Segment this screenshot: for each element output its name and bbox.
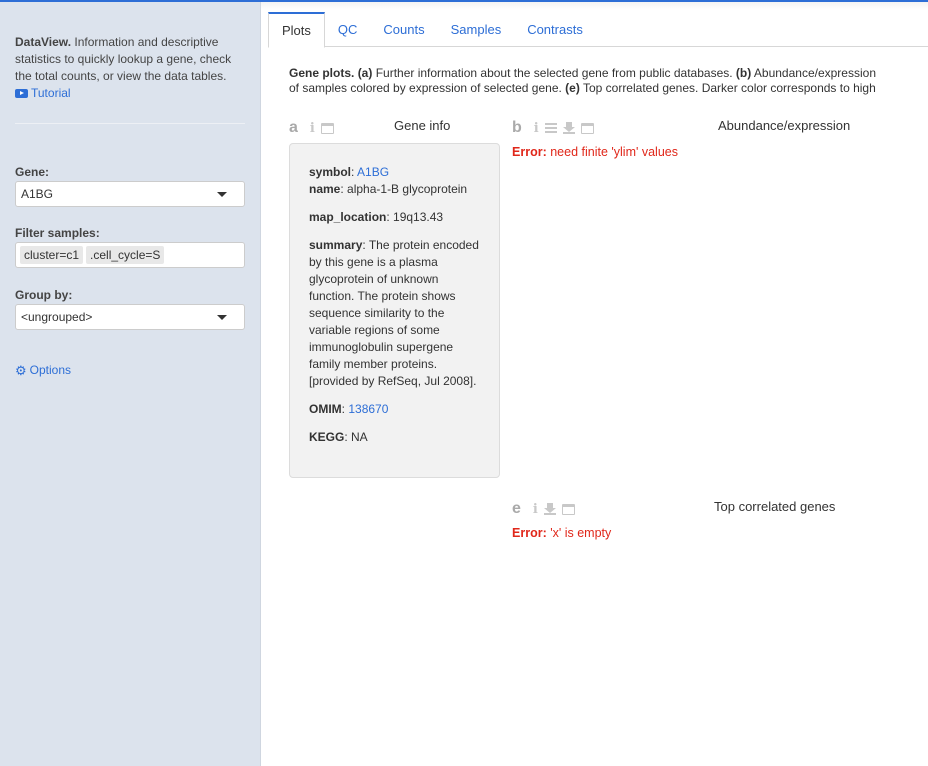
kegg-value: NA [351, 430, 368, 444]
name-label: name [309, 182, 341, 196]
caption-a-text: Further information about the selected gene from public databases. [372, 66, 736, 80]
gene-label: Gene: [15, 165, 50, 179]
summary-value: The protein encoded by this gene is a plasma glycoprotein of unknown function. The protein shows sequence similarity to the variable regions of some immunoglobulin supergene family member proteins. [provided by RefSeq, Jul 2008]. [309, 238, 479, 388]
sidebar-description [15, 34, 245, 103]
chevron-down-icon [217, 315, 227, 320]
caption-line2: of samples colored by expression of selected gene. [289, 81, 566, 95]
chevron-down-icon [217, 192, 227, 197]
panel-e-title: Top correlated genes [714, 499, 836, 514]
caption-b-text: Abundance/expression [751, 66, 876, 80]
sidebar-divider [15, 123, 245, 124]
tab-counts[interactable]: Counts [383, 22, 425, 37]
gene-info-card: symbol: A1BG name: alpha-1-B glycoprotein map_location: 19q13.43 summary: The protein encoded by this gene is a plasma glycoprotein of unknown function. The protein shows sequence similarity to the variable regions of some immunoglobulin supergene family member proteins. [provided by RefSeq, Jul 2008]. OMIM: 138670 KEGG: NA [289, 143, 500, 478]
error-text: need finite 'ylim' values [550, 145, 678, 159]
error-label: Error: [512, 145, 547, 159]
name-value: alpha-1-B glycoprotein [347, 182, 468, 196]
app-description: Information and descriptive statistics to quickly lookup a gene, check the total counts, or view the data tables. [15, 35, 232, 83]
filter-samples-input[interactable] [15, 242, 245, 268]
symbol-link[interactable]: A1BG [357, 165, 390, 179]
top-accent-bar [0, 0, 928, 2]
info-icon[interactable]: i [532, 501, 538, 517]
group-by-select[interactable] [15, 304, 245, 330]
summary-label: summary [309, 238, 363, 252]
gene-select-value: A1BG [21, 187, 54, 201]
download-icon[interactable] [563, 122, 575, 134]
omim-link[interactable]: 138670 [348, 402, 389, 416]
omim-label: OMIM [309, 402, 342, 416]
panel-b-title: Abundance/expression [718, 118, 851, 133]
options-label: Options [29, 363, 72, 377]
caption-b-tag: (b) [735, 66, 752, 80]
panel-e-letter: e [512, 500, 521, 517]
tab-qc[interactable]: QC [337, 22, 358, 37]
menu-icon[interactable] [545, 123, 557, 133]
tutorial-label: Tutorial [31, 86, 71, 100]
panel-a-letter: a [289, 119, 298, 136]
filter-tag[interactable]: cluster=c1 [20, 246, 83, 264]
kegg-label: KEGG [309, 430, 345, 444]
fullscreen-window-icon[interactable] [562, 504, 575, 515]
panel-a-header [289, 119, 340, 137]
map-location-label: map_location [309, 210, 387, 224]
top-shadow [261, 2, 928, 10]
download-icon[interactable] [544, 503, 556, 515]
map-location-value: 19q13.43 [393, 210, 444, 224]
caption-a-tag: (a) [357, 66, 373, 80]
info-icon[interactable]: i [533, 120, 539, 136]
error-text: 'x' is empty [550, 526, 612, 540]
options-link[interactable] [15, 363, 71, 377]
figure-caption [289, 66, 928, 96]
info-icon[interactable]: i [309, 120, 315, 136]
tab-bar [268, 12, 928, 47]
panel-b-error [512, 145, 678, 159]
caption-title: Gene plots. [289, 66, 355, 80]
panel-e-header [512, 500, 581, 518]
caption-e-text: Top correlated genes. Darker color corresponds to high [579, 81, 876, 95]
tab-samples[interactable]: Samples [450, 22, 502, 37]
gear-icon: ⚙ [15, 362, 27, 378]
group-by-label: Group by: [15, 288, 73, 302]
tutorial-link[interactable] [15, 85, 71, 102]
fullscreen-window-icon[interactable] [581, 123, 594, 134]
panel-a-title: Gene info [394, 118, 451, 133]
symbol-label: symbol [309, 165, 352, 179]
filter-samples-label: Filter samples: [15, 226, 100, 240]
panel-b-letter: b [512, 119, 522, 136]
sidebar [0, 0, 261, 766]
app-name: DataView. [15, 35, 72, 49]
error-label: Error: [512, 526, 547, 540]
tab-contrasts[interactable]: Contrasts [527, 22, 583, 37]
fullscreen-window-icon[interactable] [321, 123, 334, 134]
panel-e-error [512, 526, 611, 540]
filter-tag[interactable]: .cell_cycle=S [86, 246, 164, 264]
panel-b-header [512, 119, 600, 137]
gene-select[interactable] [15, 181, 245, 207]
tab-plots[interactable]: Plots [268, 12, 325, 48]
group-by-select-value: <ungrouped> [21, 310, 93, 324]
video-icon [15, 89, 28, 98]
caption-e-tag: (e) [565, 81, 580, 95]
